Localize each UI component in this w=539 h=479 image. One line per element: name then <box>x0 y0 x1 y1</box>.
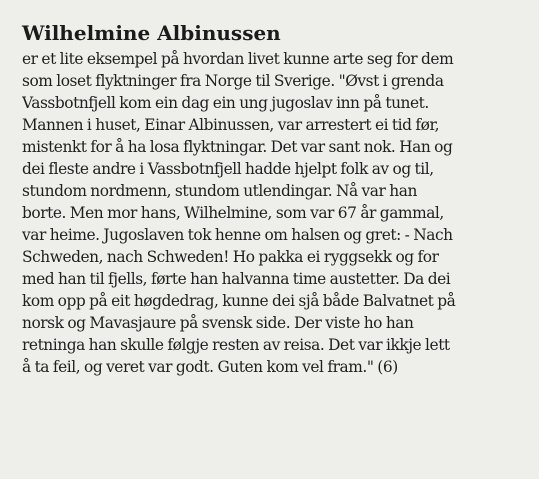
body-line: norsk og Mavasjaure på svensk side. Der viste ho han <box>22 314 414 332</box>
body-line: kom opp på eit høgdedrag, kunne dei sjå både Balvatnet på <box>22 292 456 310</box>
body-line: med han til fjells, førte han halvanna time austetter. Da dei <box>22 270 451 288</box>
article-body <box>22 48 520 378</box>
body-line: er et lite eksempel på hvordan livet kunne arte seg for dem <box>22 50 454 68</box>
body-line: var heime. Jugoslaven tok henne om halsen og gret: - Nach <box>22 226 453 244</box>
body-line: retninga han skulle følgje resten av reisa. Det var ikkje lett <box>22 336 450 354</box>
body-line: mistenkt for å ha losa flyktningar. Det var sant nok. Han og <box>22 138 453 156</box>
body-line: å ta feil, og veret var godt. Guten kom vel fram." (6) <box>22 358 398 376</box>
body-line: dei fleste andre i Vassbotnfjell hadde hjelpt folk av og til, <box>22 160 434 178</box>
body-line: Vassbotnfjell kom ein dag ein ung jugoslav inn på tunet. <box>22 94 429 112</box>
body-line: stundom nordmenn, stundom utlendingar. Nå var han <box>22 182 417 200</box>
body-line: borte. Men mor hans, Wilhelmine, som var 67 år gammal, <box>22 204 444 222</box>
body-line: Schweden, nach Schweden! Ho pakka ei ryggsekk og for <box>22 248 439 266</box>
body-line: som loset flyktninger fra Norge til Sverige. "Øvst i grenda <box>22 72 444 90</box>
body-line: Mannen i huset, Einar Albinussen, var arrestert ei tid før, <box>22 116 440 134</box>
article-title: Wilhelmine Albinussen <box>22 21 281 45</box>
